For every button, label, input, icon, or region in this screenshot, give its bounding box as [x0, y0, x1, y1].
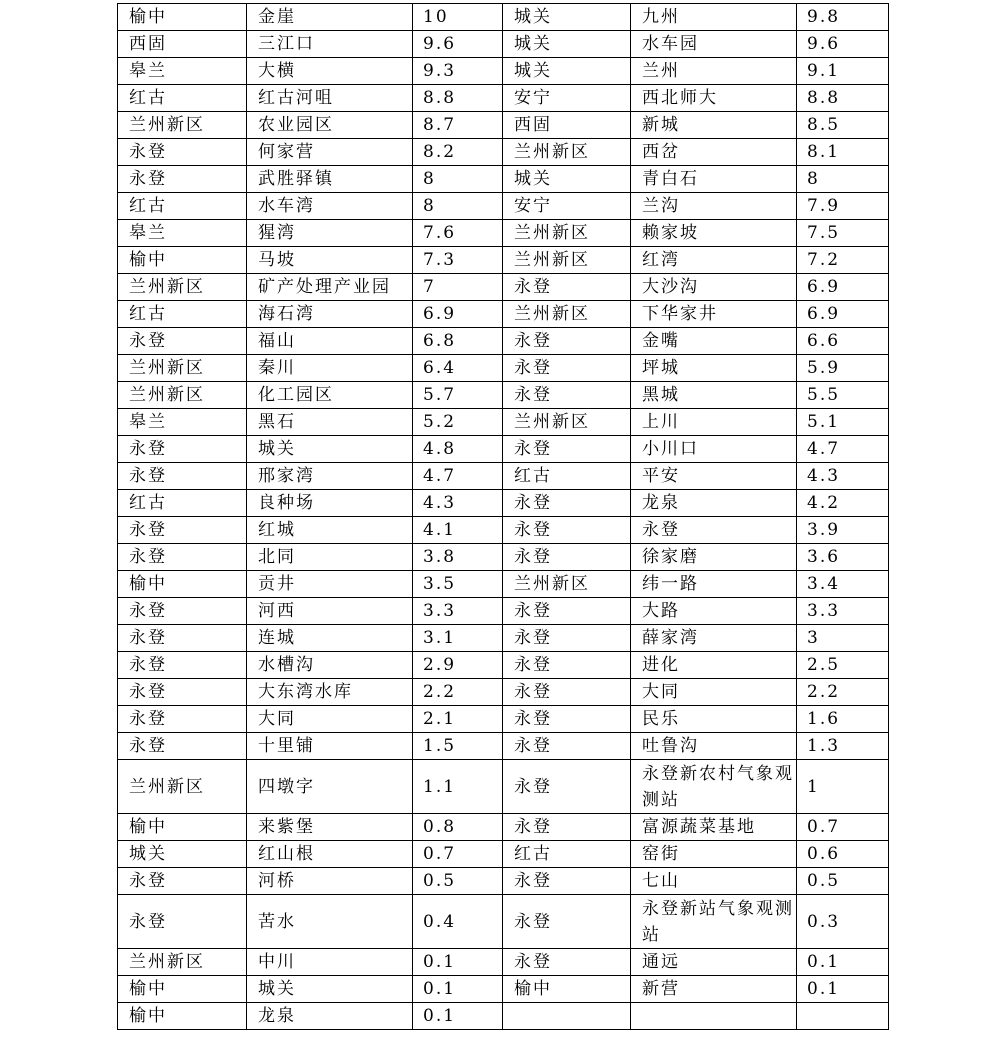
table-row — [118, 274, 889, 301]
table-row — [118, 247, 889, 274]
station-cell: 秦川 — [247, 355, 413, 382]
value-cell: 8.1 — [797, 139, 889, 166]
station-cell: 城关 — [247, 976, 413, 1003]
value-cell: 4.7 — [797, 436, 889, 463]
station-cell: 马坡 — [247, 247, 413, 274]
value-cell: 0.7 — [413, 841, 503, 868]
district-cell: 兰州新区 — [118, 112, 247, 139]
table-row — [118, 301, 889, 328]
district-cell: 兰州新区 — [503, 409, 631, 436]
district-cell: 永登 — [503, 382, 631, 409]
station-cell: 何家营 — [247, 139, 413, 166]
district-cell: 榆中 — [118, 4, 247, 31]
value-cell: 8.8 — [413, 85, 503, 112]
district-cell: 红古 — [118, 301, 247, 328]
district-cell: 西固 — [118, 31, 247, 58]
station-cell: 西岔 — [631, 139, 797, 166]
value-cell: 3.3 — [797, 598, 889, 625]
value-cell: 9.1 — [797, 58, 889, 85]
station-cell: 水车湾 — [247, 193, 413, 220]
station-cell: 连城 — [247, 625, 413, 652]
station-cell — [631, 1003, 797, 1030]
district-cell: 城关 — [503, 31, 631, 58]
district-cell: 榆中 — [118, 571, 247, 598]
district-cell: 永登 — [503, 868, 631, 895]
station-cell: 红湾 — [631, 247, 797, 274]
station-cell: 下华家井 — [631, 301, 797, 328]
value-cell: 3.1 — [413, 625, 503, 652]
value-cell: 0.1 — [413, 1003, 503, 1030]
district-cell: 永登 — [118, 598, 247, 625]
station-cell: 永登 — [631, 517, 797, 544]
table-row — [118, 166, 889, 193]
station-cell: 河西 — [247, 598, 413, 625]
station-cell: 贡井 — [247, 571, 413, 598]
district-cell: 永登 — [118, 895, 247, 949]
value-cell: 0.8 — [413, 814, 503, 841]
value-cell: 0.5 — [413, 868, 503, 895]
station-cell: 新城 — [631, 112, 797, 139]
table-row — [118, 976, 889, 1003]
table-row — [118, 625, 889, 652]
station-cell: 邢家湾 — [247, 463, 413, 490]
value-cell: 3.5 — [413, 571, 503, 598]
table-row — [118, 220, 889, 247]
station-cell: 北同 — [247, 544, 413, 571]
value-cell: 3.9 — [797, 517, 889, 544]
value-cell: 6.4 — [413, 355, 503, 382]
district-cell: 永登 — [503, 679, 631, 706]
table-row — [118, 328, 889, 355]
district-cell: 红古 — [118, 85, 247, 112]
table-row — [118, 58, 889, 85]
district-cell: 永登 — [503, 355, 631, 382]
value-cell: 1.6 — [797, 706, 889, 733]
district-cell: 永登 — [503, 895, 631, 949]
station-cell: 平安 — [631, 463, 797, 490]
value-cell: 3.8 — [413, 544, 503, 571]
value-cell: 7.9 — [797, 193, 889, 220]
station-cell: 黑石 — [247, 409, 413, 436]
value-cell: 0.7 — [797, 814, 889, 841]
station-cell: 城关 — [247, 436, 413, 463]
value-cell: 8 — [797, 166, 889, 193]
district-cell: 永登 — [503, 814, 631, 841]
district-cell: 永登 — [118, 139, 247, 166]
station-cell: 窑街 — [631, 841, 797, 868]
district-cell: 永登 — [503, 598, 631, 625]
station-cell: 农业园区 — [247, 112, 413, 139]
value-cell: 4.1 — [413, 517, 503, 544]
district-cell: 永登 — [118, 166, 247, 193]
district-cell: 红古 — [503, 841, 631, 868]
table-row — [118, 949, 889, 976]
district-cell: 红古 — [118, 193, 247, 220]
district-cell: 永登 — [503, 328, 631, 355]
district-cell: 永登 — [503, 490, 631, 517]
value-cell: 6.9 — [797, 301, 889, 328]
station-cell: 良种场 — [247, 490, 413, 517]
district-cell: 永登 — [118, 517, 247, 544]
table-row — [118, 436, 889, 463]
value-cell: 5.7 — [413, 382, 503, 409]
district-cell: 榆中 — [118, 1003, 247, 1030]
station-cell: 十里铺 — [247, 733, 413, 760]
district-cell: 永登 — [503, 760, 631, 814]
table-row — [118, 760, 889, 814]
district-cell: 兰州新区 — [503, 301, 631, 328]
district-cell: 安宁 — [503, 193, 631, 220]
value-cell: 5.1 — [797, 409, 889, 436]
station-cell: 龙泉 — [247, 1003, 413, 1030]
district-cell: 永登 — [118, 733, 247, 760]
value-cell: 0.5 — [797, 868, 889, 895]
value-cell: 5.2 — [413, 409, 503, 436]
value-cell: 3.4 — [797, 571, 889, 598]
value-cell: 5.5 — [797, 382, 889, 409]
table-row — [118, 571, 889, 598]
value-cell: 2.5 — [797, 652, 889, 679]
station-cell: 西北师大 — [631, 85, 797, 112]
table-row — [118, 31, 889, 58]
value-cell: 6.9 — [797, 274, 889, 301]
station-cell: 福山 — [247, 328, 413, 355]
station-cell: 坪城 — [631, 355, 797, 382]
station-cell: 四墩字 — [247, 760, 413, 814]
district-cell: 红古 — [118, 490, 247, 517]
table-row — [118, 355, 889, 382]
district-cell: 永登 — [118, 544, 247, 571]
value-cell: 2.2 — [413, 679, 503, 706]
district-cell: 城关 — [503, 166, 631, 193]
station-cell: 中川 — [247, 949, 413, 976]
station-cell: 苦水 — [247, 895, 413, 949]
table-body — [118, 4, 889, 1030]
district-cell: 兰州新区 — [118, 760, 247, 814]
district-cell: 城关 — [503, 58, 631, 85]
station-cell: 徐家磨 — [631, 544, 797, 571]
station-cell: 猩湾 — [247, 220, 413, 247]
district-cell: 榆中 — [118, 247, 247, 274]
table-row — [118, 193, 889, 220]
value-cell: 4.7 — [413, 463, 503, 490]
station-cell: 进化 — [631, 652, 797, 679]
district-cell: 永登 — [503, 949, 631, 976]
value-cell — [797, 1003, 889, 1030]
district-cell: 永登 — [118, 463, 247, 490]
station-cell: 兰沟 — [631, 193, 797, 220]
value-cell: 7.5 — [797, 220, 889, 247]
value-cell: 9.3 — [413, 58, 503, 85]
district-cell: 永登 — [118, 706, 247, 733]
value-cell: 0.1 — [413, 976, 503, 1003]
station-cell: 赖家坡 — [631, 220, 797, 247]
station-cell: 红城 — [247, 517, 413, 544]
value-cell: 0.6 — [797, 841, 889, 868]
station-cell: 吐鲁沟 — [631, 733, 797, 760]
district-cell: 榆中 — [118, 814, 247, 841]
district-cell: 永登 — [118, 436, 247, 463]
station-cell: 红山根 — [247, 841, 413, 868]
value-cell: 0.3 — [797, 895, 889, 949]
district-cell: 永登 — [503, 733, 631, 760]
station-value-table — [117, 3, 889, 1030]
district-cell: 城关 — [118, 841, 247, 868]
table-row — [118, 112, 889, 139]
value-cell: 0.1 — [413, 949, 503, 976]
value-cell: 8.2 — [413, 139, 503, 166]
district-cell: 永登 — [503, 544, 631, 571]
station-cell: 三江口 — [247, 31, 413, 58]
district-cell: 兰州新区 — [503, 139, 631, 166]
district-cell: 永登 — [118, 328, 247, 355]
value-cell: 0.4 — [413, 895, 503, 949]
district-cell: 兰州新区 — [118, 355, 247, 382]
station-cell: 红古河咀 — [247, 85, 413, 112]
table-row — [118, 409, 889, 436]
district-cell: 皋兰 — [118, 220, 247, 247]
value-cell: 1.3 — [797, 733, 889, 760]
table-row — [118, 652, 889, 679]
value-cell: 7.3 — [413, 247, 503, 274]
station-cell: 大路 — [631, 598, 797, 625]
station-cell: 兰州 — [631, 58, 797, 85]
table-row — [118, 85, 889, 112]
table-row — [118, 517, 889, 544]
table-row — [118, 895, 889, 949]
station-cell: 大同 — [247, 706, 413, 733]
station-cell: 大横 — [247, 58, 413, 85]
station-cell: 海石湾 — [247, 301, 413, 328]
value-cell: 2.9 — [413, 652, 503, 679]
district-cell: 永登 — [118, 868, 247, 895]
district-cell: 永登 — [503, 436, 631, 463]
value-cell: 4.2 — [797, 490, 889, 517]
table-row — [118, 598, 889, 625]
table-row — [118, 139, 889, 166]
table-row — [118, 841, 889, 868]
value-cell: 3 — [797, 625, 889, 652]
district-cell: 兰州新区 — [118, 382, 247, 409]
station-cell: 金嘴 — [631, 328, 797, 355]
table-row — [118, 733, 889, 760]
station-cell: 上川 — [631, 409, 797, 436]
station-cell: 小川口 — [631, 436, 797, 463]
table-row — [118, 814, 889, 841]
station-cell: 永登新站气象观测站 — [631, 895, 797, 949]
station-cell: 来紫堡 — [247, 814, 413, 841]
station-cell: 龙泉 — [631, 490, 797, 517]
district-cell: 安宁 — [503, 85, 631, 112]
district-cell: 兰州新区 — [503, 220, 631, 247]
station-cell: 金崖 — [247, 4, 413, 31]
district-cell: 兰州新区 — [118, 949, 247, 976]
district-cell: 榆中 — [118, 976, 247, 1003]
district-cell: 皋兰 — [118, 58, 247, 85]
station-cell: 富源蔬菜基地 — [631, 814, 797, 841]
station-cell: 大沙沟 — [631, 274, 797, 301]
station-cell: 河桥 — [247, 868, 413, 895]
district-cell: 永登 — [503, 625, 631, 652]
value-cell: 3.3 — [413, 598, 503, 625]
district-cell: 永登 — [503, 706, 631, 733]
value-cell: 1.1 — [413, 760, 503, 814]
district-cell: 兰州新区 — [118, 274, 247, 301]
station-cell: 矿产处理产业园 — [247, 274, 413, 301]
station-cell: 化工园区 — [247, 382, 413, 409]
table-row — [118, 868, 889, 895]
station-cell: 青白石 — [631, 166, 797, 193]
table-row — [118, 1003, 889, 1030]
value-cell: 4.3 — [413, 490, 503, 517]
value-cell: 4.3 — [797, 463, 889, 490]
value-cell: 10 — [413, 4, 503, 31]
table-row — [118, 490, 889, 517]
table-row — [118, 706, 889, 733]
value-cell: 7.2 — [797, 247, 889, 274]
district-cell: 榆中 — [503, 976, 631, 1003]
station-cell: 七山 — [631, 868, 797, 895]
district-cell: 永登 — [118, 679, 247, 706]
table-row — [118, 382, 889, 409]
table-row — [118, 544, 889, 571]
table-row — [118, 4, 889, 31]
value-cell: 7 — [413, 274, 503, 301]
value-cell: 6.8 — [413, 328, 503, 355]
table-row — [118, 679, 889, 706]
value-cell: 8.7 — [413, 112, 503, 139]
value-cell: 0.1 — [797, 949, 889, 976]
value-cell: 9.6 — [797, 31, 889, 58]
value-cell: 7.6 — [413, 220, 503, 247]
district-cell — [503, 1003, 631, 1030]
value-cell: 2.2 — [797, 679, 889, 706]
station-cell: 新营 — [631, 976, 797, 1003]
table-row — [118, 463, 889, 490]
district-cell: 兰州新区 — [503, 571, 631, 598]
value-cell: 2.1 — [413, 706, 503, 733]
value-cell: 9.6 — [413, 31, 503, 58]
district-cell: 永登 — [118, 652, 247, 679]
station-cell: 大东湾水库 — [247, 679, 413, 706]
value-cell: 3.6 — [797, 544, 889, 571]
district-cell: 永登 — [118, 625, 247, 652]
station-cell: 黑城 — [631, 382, 797, 409]
station-cell: 民乐 — [631, 706, 797, 733]
station-cell: 大同 — [631, 679, 797, 706]
district-cell: 西固 — [503, 112, 631, 139]
station-cell: 武胜驿镇 — [247, 166, 413, 193]
district-cell: 永登 — [503, 274, 631, 301]
value-cell: 4.8 — [413, 436, 503, 463]
district-cell: 兰州新区 — [503, 247, 631, 274]
district-cell: 永登 — [503, 652, 631, 679]
value-cell: 8 — [413, 166, 503, 193]
value-cell: 8 — [413, 193, 503, 220]
district-cell: 永登 — [503, 517, 631, 544]
value-cell: 8.8 — [797, 85, 889, 112]
station-cell: 纬一路 — [631, 571, 797, 598]
station-cell: 永登新农村气象观测站 — [631, 760, 797, 814]
value-cell: 9.8 — [797, 4, 889, 31]
value-cell: 1 — [797, 760, 889, 814]
station-cell: 通远 — [631, 949, 797, 976]
district-cell: 红古 — [503, 463, 631, 490]
station-cell: 水车园 — [631, 31, 797, 58]
value-cell: 8.5 — [797, 112, 889, 139]
station-cell: 薛家湾 — [631, 625, 797, 652]
value-cell: 6.9 — [413, 301, 503, 328]
value-cell: 6.6 — [797, 328, 889, 355]
station-cell: 水槽沟 — [247, 652, 413, 679]
district-cell: 城关 — [503, 4, 631, 31]
district-cell: 皋兰 — [118, 409, 247, 436]
station-cell: 九州 — [631, 4, 797, 31]
value-cell: 5.9 — [797, 355, 889, 382]
value-cell: 1.5 — [413, 733, 503, 760]
value-cell: 0.1 — [797, 976, 889, 1003]
